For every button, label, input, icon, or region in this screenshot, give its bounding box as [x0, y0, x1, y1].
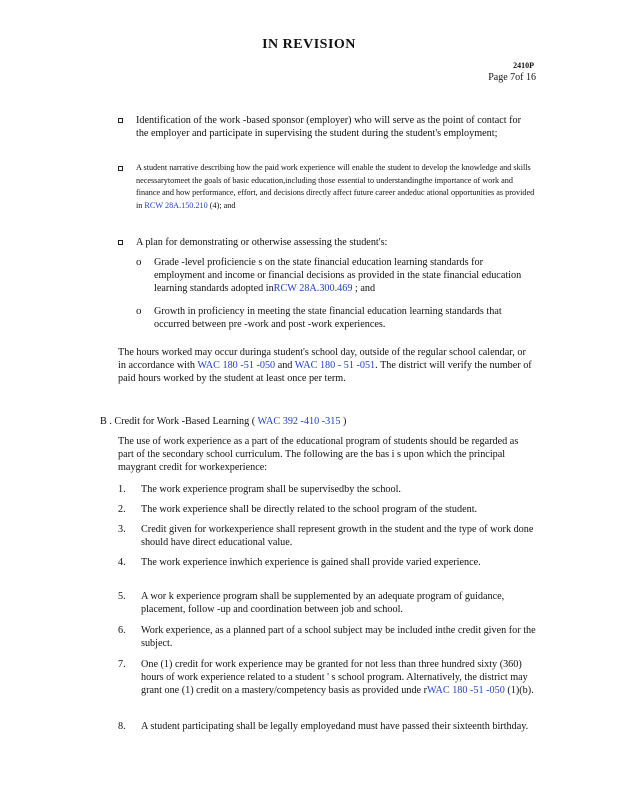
circle-bullet-icon: o	[136, 305, 142, 317]
list-number: 7.	[118, 659, 126, 670]
wac-link[interactable]: WAC 180 - 51 -051	[294, 360, 376, 371]
section-b-heading: B . Credit for Work -Based Learning ( WAC 392 -410 -315 )	[100, 416, 347, 427]
list-number: 4.	[118, 557, 126, 568]
list-item: One (1) credit for work experience may be granted for not less than three hundred sixty (360) hours of work experience related to a student ' s school program. Alternatively, the district may grant one (1) credit on a mastery/competency basis as provided unde rWAC 180 -51 -050 (1)(b).	[141, 659, 534, 696]
section-b-intro: The use of work experience as a part of the educational program of students should be regarded as part of the secondary school curriculum. The following are the bas i s upon which the principal maygrant credit for workexperience:	[118, 436, 519, 473]
bullet-plan: A plan for demonstrating or otherwise assessing the student's:	[136, 237, 388, 248]
square-bullet-icon	[118, 240, 123, 245]
list-item: A wor k experience program shall be supplemented by an adequate program of guidance, placement, follow -up and coordination between job and school.	[141, 591, 505, 615]
wac-link[interactable]: WAC 392 -410 -315	[257, 416, 341, 427]
bullet-narrative: A student narrative describing how the paid work experience will enable the student to develop the knowledge and skills necessarytomeet the goals of basic education,including those essential to understandingthe importance of work and finance and how performance, effort, and decisions directly affect future career andeduc ational opportunities as provided in RCW 28A.150.210 (4); and	[136, 163, 535, 210]
list-number: 1.	[118, 484, 126, 495]
document-title: IN REVISION	[262, 37, 356, 52]
list-item: The work experience inwhich experience is gained shall provide varied experience.	[141, 557, 481, 568]
list-item: A student participating shall be legally employedand must have passed their sixteenth birthday.	[141, 721, 529, 732]
list-number: 6.	[118, 625, 126, 636]
bullet-sponsor: Identification of the work -based sponsor (employer) who will serve as the point of contact for the employer and participate in supervising the student during the student's employment;	[136, 115, 522, 139]
list-item: Work experience, as a planned part of a school subject may be included inthe credit given for the subject.	[141, 625, 536, 649]
list-number: 8.	[118, 721, 126, 732]
list-item: Credit given for workexperience shall represent growth in the student and the type of work done should have direct educational value.	[141, 524, 534, 548]
page-number: Page 7of 16	[488, 72, 536, 83]
sub-bullet-grade-level: Grade -level proficiencie s on the state financial education learning standards for employment and income or financial decisions as provided in the state financial education learning standards adopted inRCW 28A.300.469 ; and	[154, 257, 522, 294]
sub-bullet-growth: Growth in proficiency in meeting the state financial education learning standards that occurred between pre -work and post -work experiences.	[154, 306, 502, 330]
list-item: The work experience program shall be supervisedby the school.	[141, 484, 401, 495]
rcw-link[interactable]: RCW 28A.300.469	[273, 283, 353, 294]
circle-bullet-icon: o	[136, 256, 142, 268]
wac-link[interactable]: WAC 180 -51 -050	[427, 685, 505, 696]
list-number: 3.	[118, 524, 126, 535]
list-number: 5.	[118, 591, 126, 602]
policy-code: 2410P	[513, 61, 534, 70]
hours-paragraph: The hours worked may occur duringa student's school day, outside of the regular school calendar, or in accordance with WAC 180 -51 -050 and WAC 180 - 51 -051. The district will verify the number of paid hours worked by the student at least once per term.	[118, 347, 532, 384]
list-number: 2.	[118, 504, 126, 515]
list-item: The work experience shall be directly related to the school program of the student.	[141, 504, 478, 515]
square-bullet-icon	[118, 166, 123, 171]
wac-link[interactable]: WAC 180 -51 -050	[197, 360, 276, 371]
square-bullet-icon	[118, 118, 123, 123]
rcw-link[interactable]: RCW 28A.150.210	[144, 200, 208, 210]
